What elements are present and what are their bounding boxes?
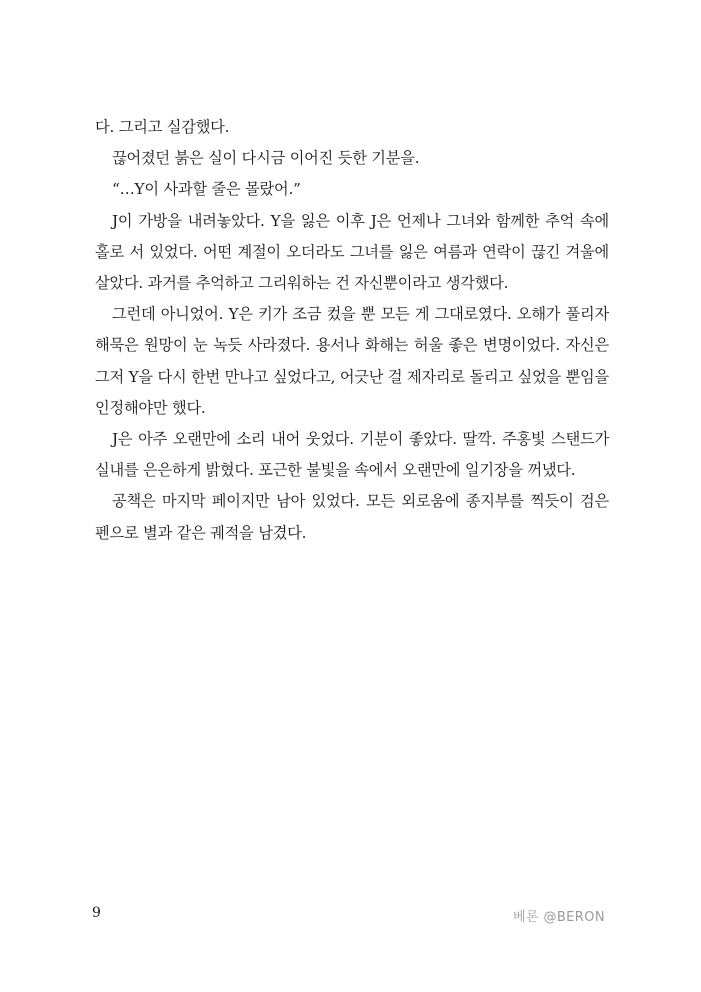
- paragraph: 그런데 아니었어. Y은 키가 조금 컸을 뿐 모든 게 그대로였다. 오해가 풀리자 해묵은 원망이 눈 녹듯 사라졌다. 용서나 화해는 허울 좋은 변명이었다. 자신은 그저 Y을 다시 한번 만나고 싶었다고, 어긋난 걸 제자리로 돌리고 싶었을 뿐임을 인정해야만 했다.: [95, 305, 609, 417]
- paragraph: J이 가방을 내려놓았다. Y을 잃은 이후 J은 언제나 그녀와 함께한 추억 속에 홀로 서 있었다. 어떤 계절이 오더라도 그녀를 잃은 여름과 연락이 끊긴 겨울에 살았다. 과거를 추억하고 그리워하는 건 자신뿐이라고 생각했다.: [95, 211, 609, 293]
- page-number: 9: [92, 905, 101, 921]
- running-footer-title: 베론 @BERON: [513, 910, 605, 925]
- paragraph: J은 아주 오랜만에 소리 내어 웃었다. 기분이 좋았다. 딸깍. 주홍빛 스탠드가 실내를 은은하게 밝혔다. 포근한 불빛을 속에서 오랜만에 일기장을 꺼냈다.: [95, 430, 609, 480]
- paragraph: 끊어졌던 붉은 실이 다시금 이어진 듯한 기분을.: [112, 149, 420, 168]
- body-text: [95, 112, 609, 549]
- paragraph: 공책은 마지막 페이지만 남아 있었다. 모든 외로움에 종지부를 찍듯이 검은 펜으로 별과 같은 궤적을 남겼다.: [95, 492, 609, 542]
- paragraph: “…Y이 사과할 줄은 몰랐어.”: [112, 180, 301, 199]
- paragraph: 다. 그리고 실감했다.: [95, 118, 230, 136]
